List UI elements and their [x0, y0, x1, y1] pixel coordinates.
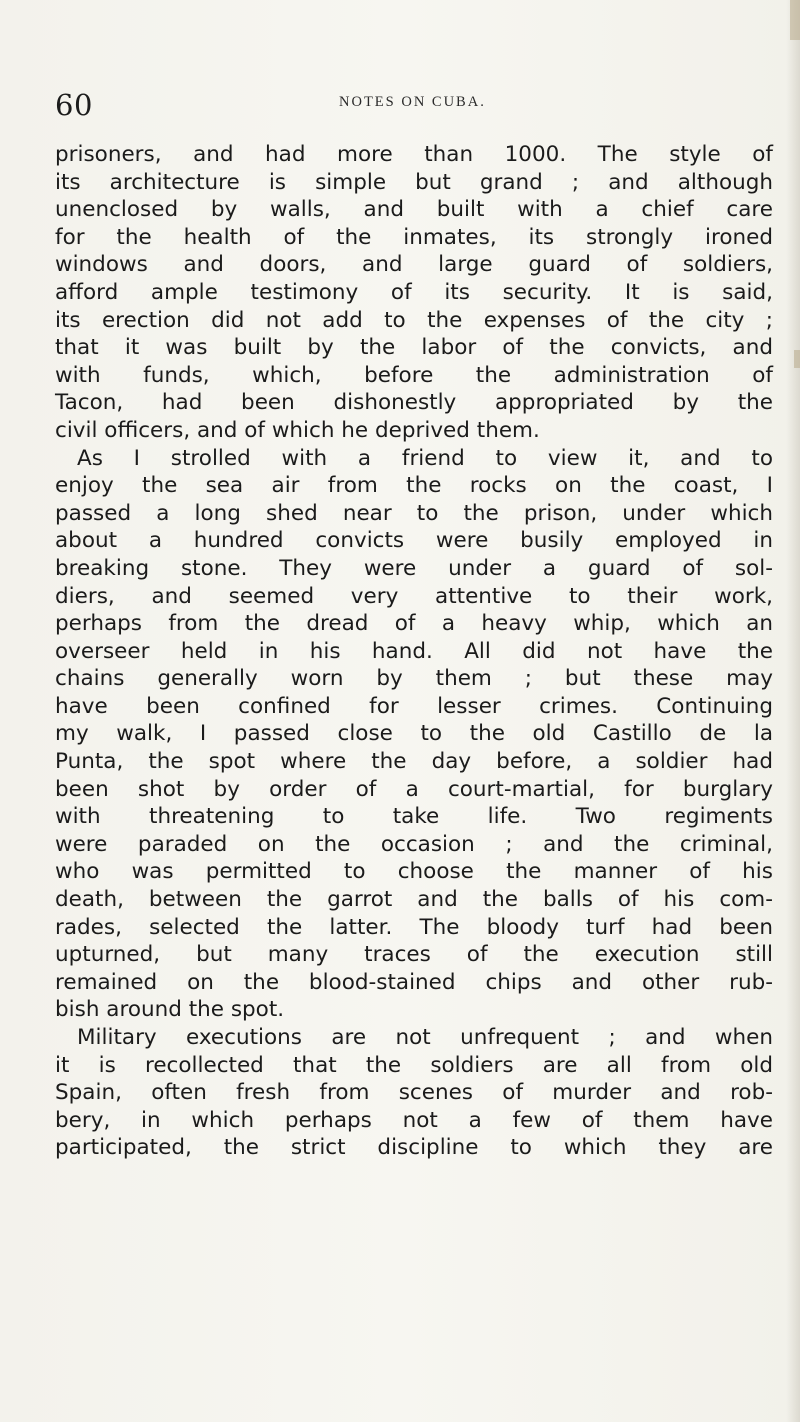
- body-text: [55, 141, 773, 1162]
- text-line: civil officers, and of which he deprived them.: [55, 417, 540, 443]
- text-line: breaking stone. They were under a guard of sol-: [55, 555, 773, 581]
- text-line: chains generally worn by them ; but these may: [55, 666, 773, 692]
- text-line: Spain, often fresh from scenes of murder and rob-: [55, 1080, 773, 1106]
- text-line: upturned, but many traces of the execution still: [55, 942, 773, 968]
- text-line: about a hundred convicts were busily employed in: [55, 528, 773, 554]
- text-line: for the health of the inmates, its strongly ironed: [55, 224, 773, 250]
- text-line: been shot by order of a court-martial, for burglary: [55, 776, 773, 802]
- text-line: bish around the spot.: [55, 997, 285, 1023]
- text-line: that it was built by the labor of the convicts, and: [55, 335, 773, 361]
- text-line: my walk, I passed close to the old Castillo de la: [55, 721, 773, 747]
- text-line: participated, the strict discipline to which they are: [55, 1135, 773, 1161]
- page-edge-shadow: [786, 0, 800, 1422]
- text-line: its architecture is simple but grand ; and although: [55, 169, 773, 195]
- text-line: with threatening to take life. Two regiments: [55, 804, 773, 830]
- text-line: Military executions are not unfrequent ; and when: [77, 1025, 773, 1050]
- text-line: remained on the blood-stained chips and other rub-: [55, 969, 773, 995]
- text-line: it is recollected that the soldiers are all from old: [55, 1052, 773, 1078]
- page-edge-mark: [794, 350, 800, 368]
- text-line: enjoy the sea air from the rocks on the coast, I: [55, 473, 773, 499]
- text-line: diers, and seemed very attentive to their work,: [55, 583, 773, 609]
- text-line: its erection did not add to the expenses of the city ;: [55, 307, 773, 333]
- text-line: death, between the garrot and the balls of his com-: [55, 887, 773, 913]
- text-line: were paraded on the occasion ; and the criminal,: [55, 831, 773, 857]
- text-line: perhaps from the dread of a heavy whip, which an: [55, 611, 773, 637]
- text-line: passed a long shed near to the prison, under which: [55, 500, 773, 526]
- text-line: As I strolled with a friend to view it, and to: [77, 445, 773, 471]
- page-header: [55, 88, 755, 128]
- text-line: rades, selected the latter. The bloody turf had been: [55, 914, 773, 940]
- text-line: overseer held in his hand. All did not have the: [55, 638, 773, 664]
- text-line: bery, in which perhaps not a few of them have: [55, 1107, 773, 1133]
- text-line: afford ample testimony of its security. It is said,: [55, 279, 773, 305]
- text-line: Tacon, had been dishonestly appropriated by the: [55, 390, 773, 416]
- text-line: Punta, the spot where the day before, a soldier had: [55, 749, 773, 775]
- page-edge-mark: [790, 0, 800, 40]
- text-line: have been confined for lesser crimes. Continuing: [55, 693, 773, 719]
- text-line: windows and doors, and large guard of soldiers,: [55, 252, 773, 278]
- text-line: with funds, which, before the administration of: [55, 362, 773, 388]
- running-title: NOTES ON CUBA.: [339, 94, 486, 110]
- text-line: prisoners, and had more than 1000. The style of: [55, 142, 773, 167]
- text-line: unenclosed by walls, and built with a chief care: [55, 197, 773, 223]
- text-line: who was permitted to choose the manner of his: [55, 859, 773, 885]
- page-number: 60: [55, 88, 93, 122]
